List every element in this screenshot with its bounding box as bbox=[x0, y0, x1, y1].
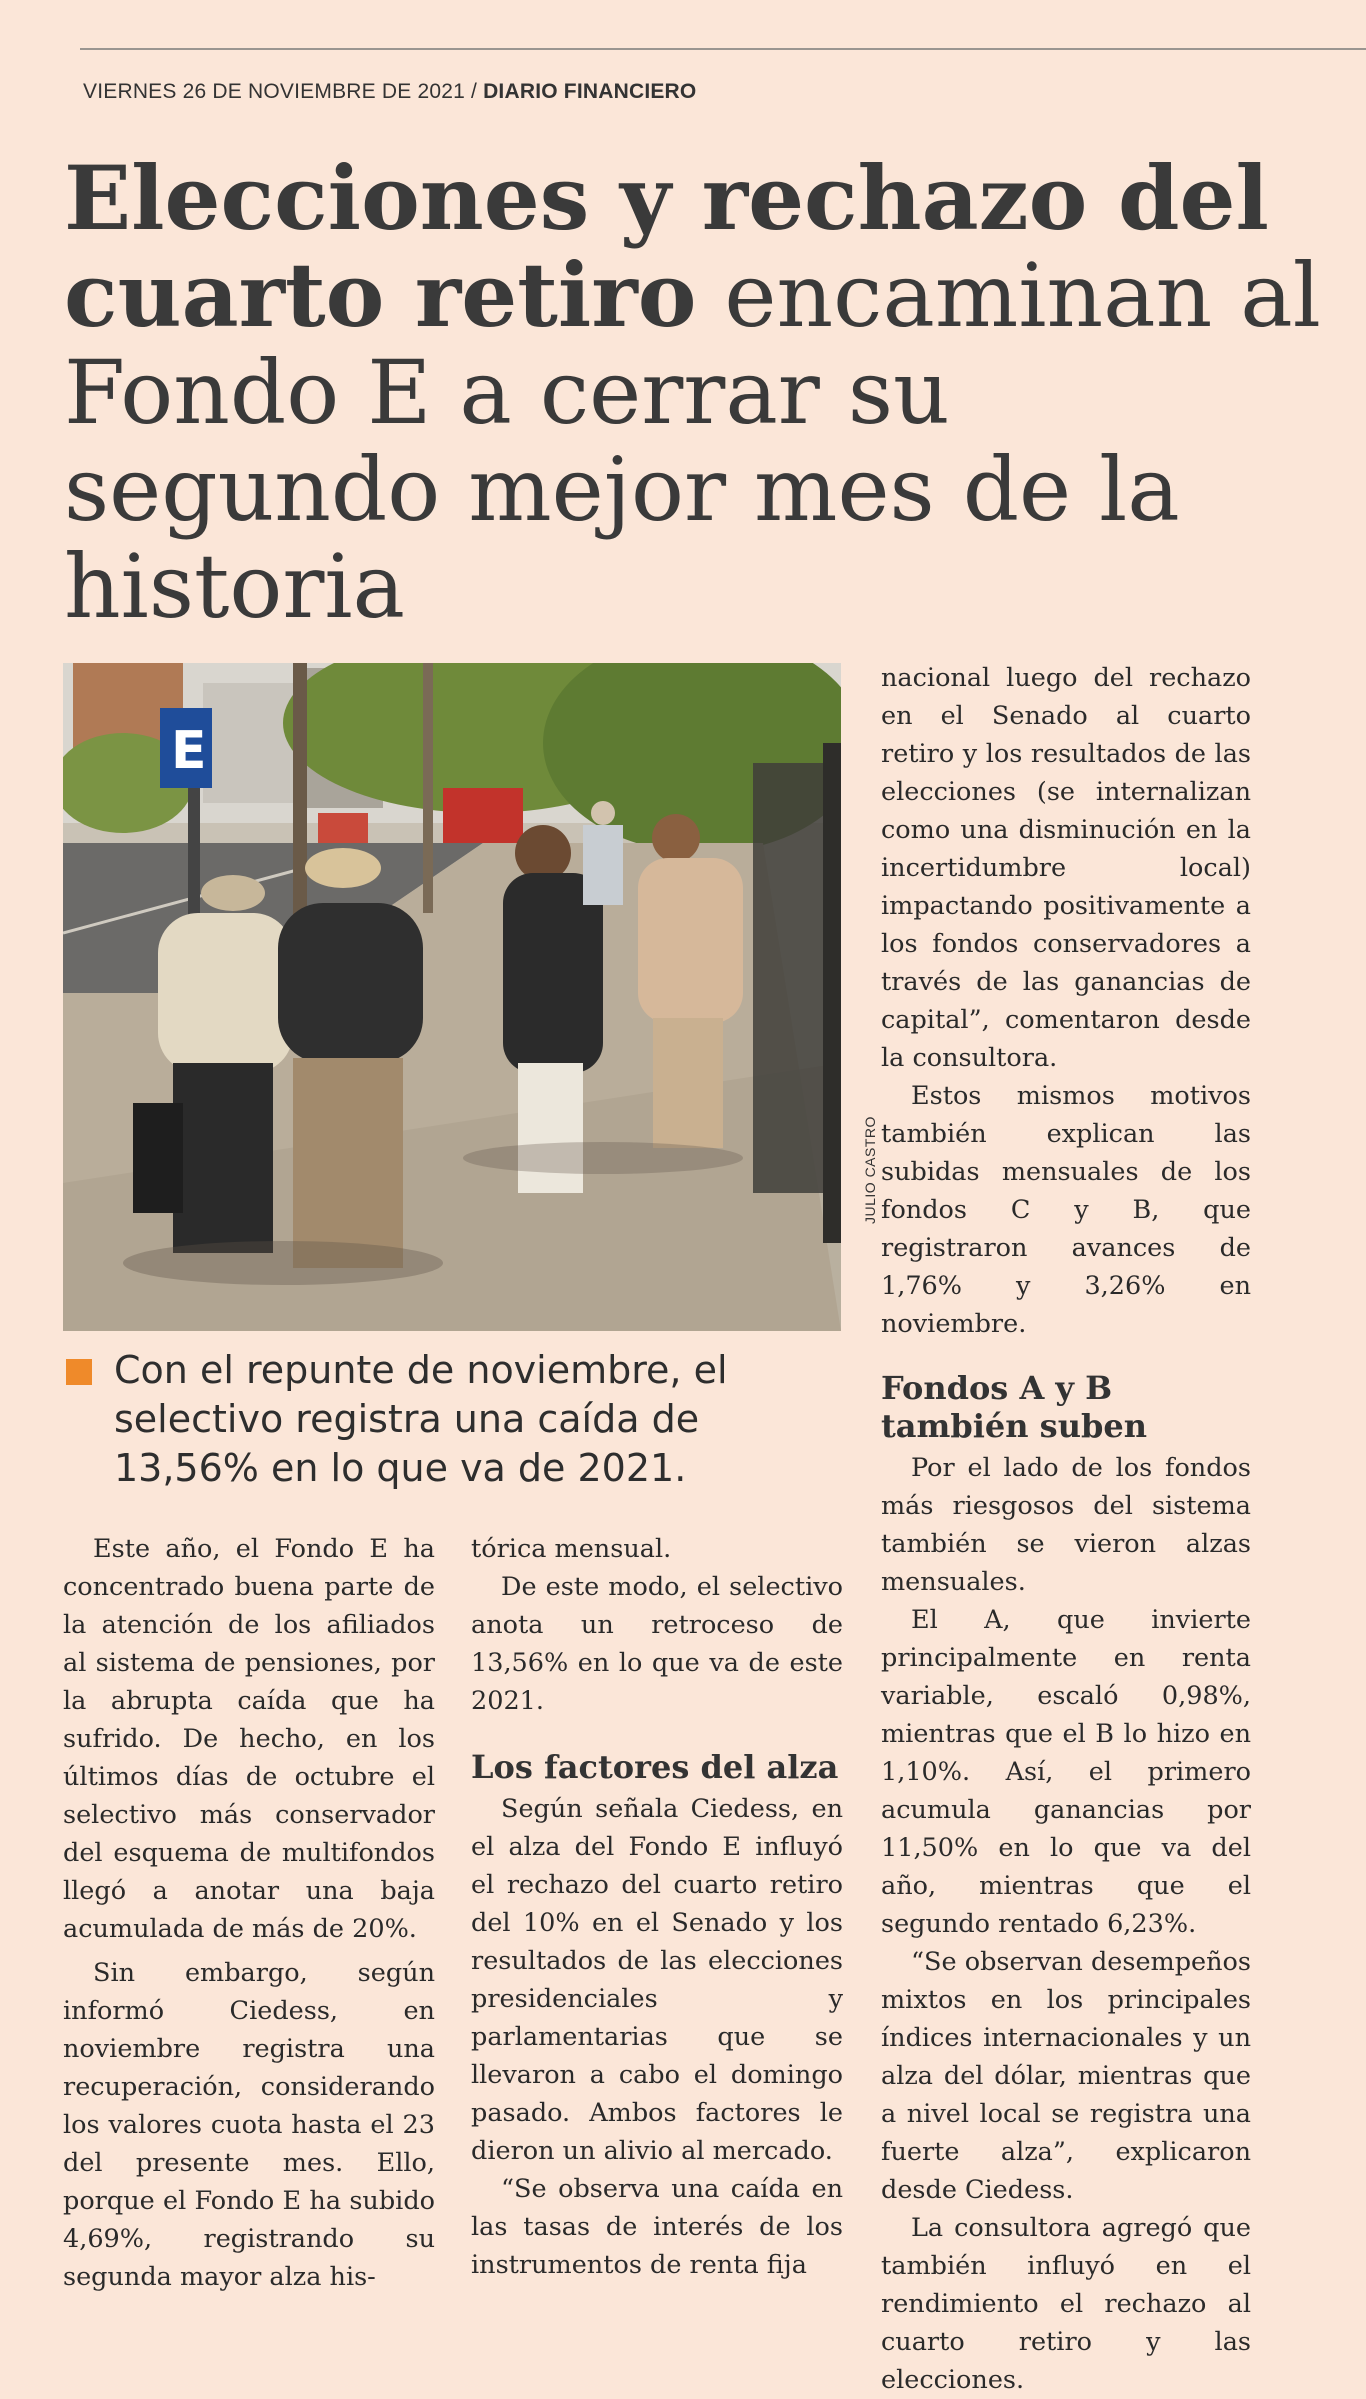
paragraph: Sin embargo, según informó Ciedess, en noviembre registra una recuperación, considerando los valores cuota hasta el 23 del presente mes. Ello, porque el Fondo E ha subido 4,69%, registrando su segunda mayor alza his- bbox=[63, 1958, 435, 2292]
paragraph: “Se observa una caída en las tasas de interés de los instrumentos de renta fija bbox=[471, 2174, 843, 2280]
dateline-separator: / bbox=[471, 80, 478, 103]
date-text: VIERNES 26 DE NOVIEMBRE DE 2021 bbox=[83, 80, 466, 103]
summary-text: Con el repunte de noviembre, el selectivo registra una caída de 13,56% en lo que va de 2021. bbox=[114, 1348, 728, 1490]
paragraph: nacional luego del rechazo en el Senado al cuarto retiro y los resultados de las elecciones (se internalizan como una disminución en la incertidumbre local) impactando positivamente a los fondos conservadores a través de las ganancias de capital”, comentaron desde la consultora. bbox=[881, 663, 1251, 1073]
paragraph: De este modo, el selectivo anota un retroceso de 13,56% en lo que va de este 2021. bbox=[471, 1572, 843, 1716]
paragraph: “Se observan desempeños mixtos en los principales índices internacionales y un alza del dólar, mientras que a nivel local se registra una fuerte alza”, explicaron desde Ciedess. bbox=[881, 1947, 1251, 2205]
paragraph: Este año, el Fondo E ha concentrado buena parte de la atención de los afiliados al sistema de pensiones, por la abrupta caída que ha sufrido. De hecho, en los últimos días de octubre el selectivo más conservador del esquema de multifondos llegó a anotar una baja acumulada de más de 20%. bbox=[63, 1534, 435, 1944]
paragraph: tórica mensual. bbox=[471, 1534, 672, 1564]
summary-bullet bbox=[66, 1359, 92, 1385]
street-photo-illustration bbox=[63, 663, 841, 1331]
article-column-3 bbox=[881, 659, 1251, 2399]
paragraph: La consultora agregó que también influyó en el rendimiento el rechazo al cuarto retiro y las elecciones. bbox=[881, 2213, 1251, 2395]
paragraph: Según señala Ciedess, en el alza del Fondo E influyó el rechazo del cuarto retiro del 10% en el Senado y los resultados de las elecciones presidenciales y parlamentarias que se llevaron a cabo el domingo pasado. Ambos factores le dieron un alivio al mercado. bbox=[471, 1794, 843, 2166]
subhead-factores: Los factores del alza bbox=[471, 1748, 839, 1786]
dateline bbox=[83, 80, 696, 104]
paragraph: Estos mismos motivos también explican las subidas mensuales de los fondos C y B, que registraron avances de 1,76% y 3,26% en noviembre. bbox=[881, 1081, 1251, 1339]
article-column-1 bbox=[63, 1530, 435, 2296]
svg-text:E: E bbox=[171, 721, 207, 781]
article-column-2 bbox=[471, 1530, 843, 2284]
subhead-fondos-a-b: Fondos A y B también suben bbox=[881, 1369, 1147, 1445]
headline-regular: encaminan al Fondo E a cerrar su segundo mejor mes de la historia bbox=[64, 244, 1321, 638]
paragraph: Por el lado de los fondos más riesgosos del sistema también se vieron alzas mensuales. bbox=[881, 1453, 1251, 1597]
paragraph: El A, que invierte principalmente en renta variable, escaló 0,98%, mientras que el B lo hizo en 1,10%. Así, el primero acumula ganancias por 11,50% en lo que va del año, mientras que el segundo rentado 6,23%. bbox=[881, 1605, 1251, 1939]
top-rule bbox=[80, 48, 1366, 50]
publication-name: DIARIO FINANCIERO bbox=[483, 80, 697, 103]
headline-bold: Elecciones y rechazo del cuarto retiro bbox=[64, 146, 1269, 347]
photo-credit: JULIO CASTRO bbox=[862, 1116, 878, 1224]
headline bbox=[64, 146, 1344, 638]
article-photo bbox=[63, 663, 841, 1331]
